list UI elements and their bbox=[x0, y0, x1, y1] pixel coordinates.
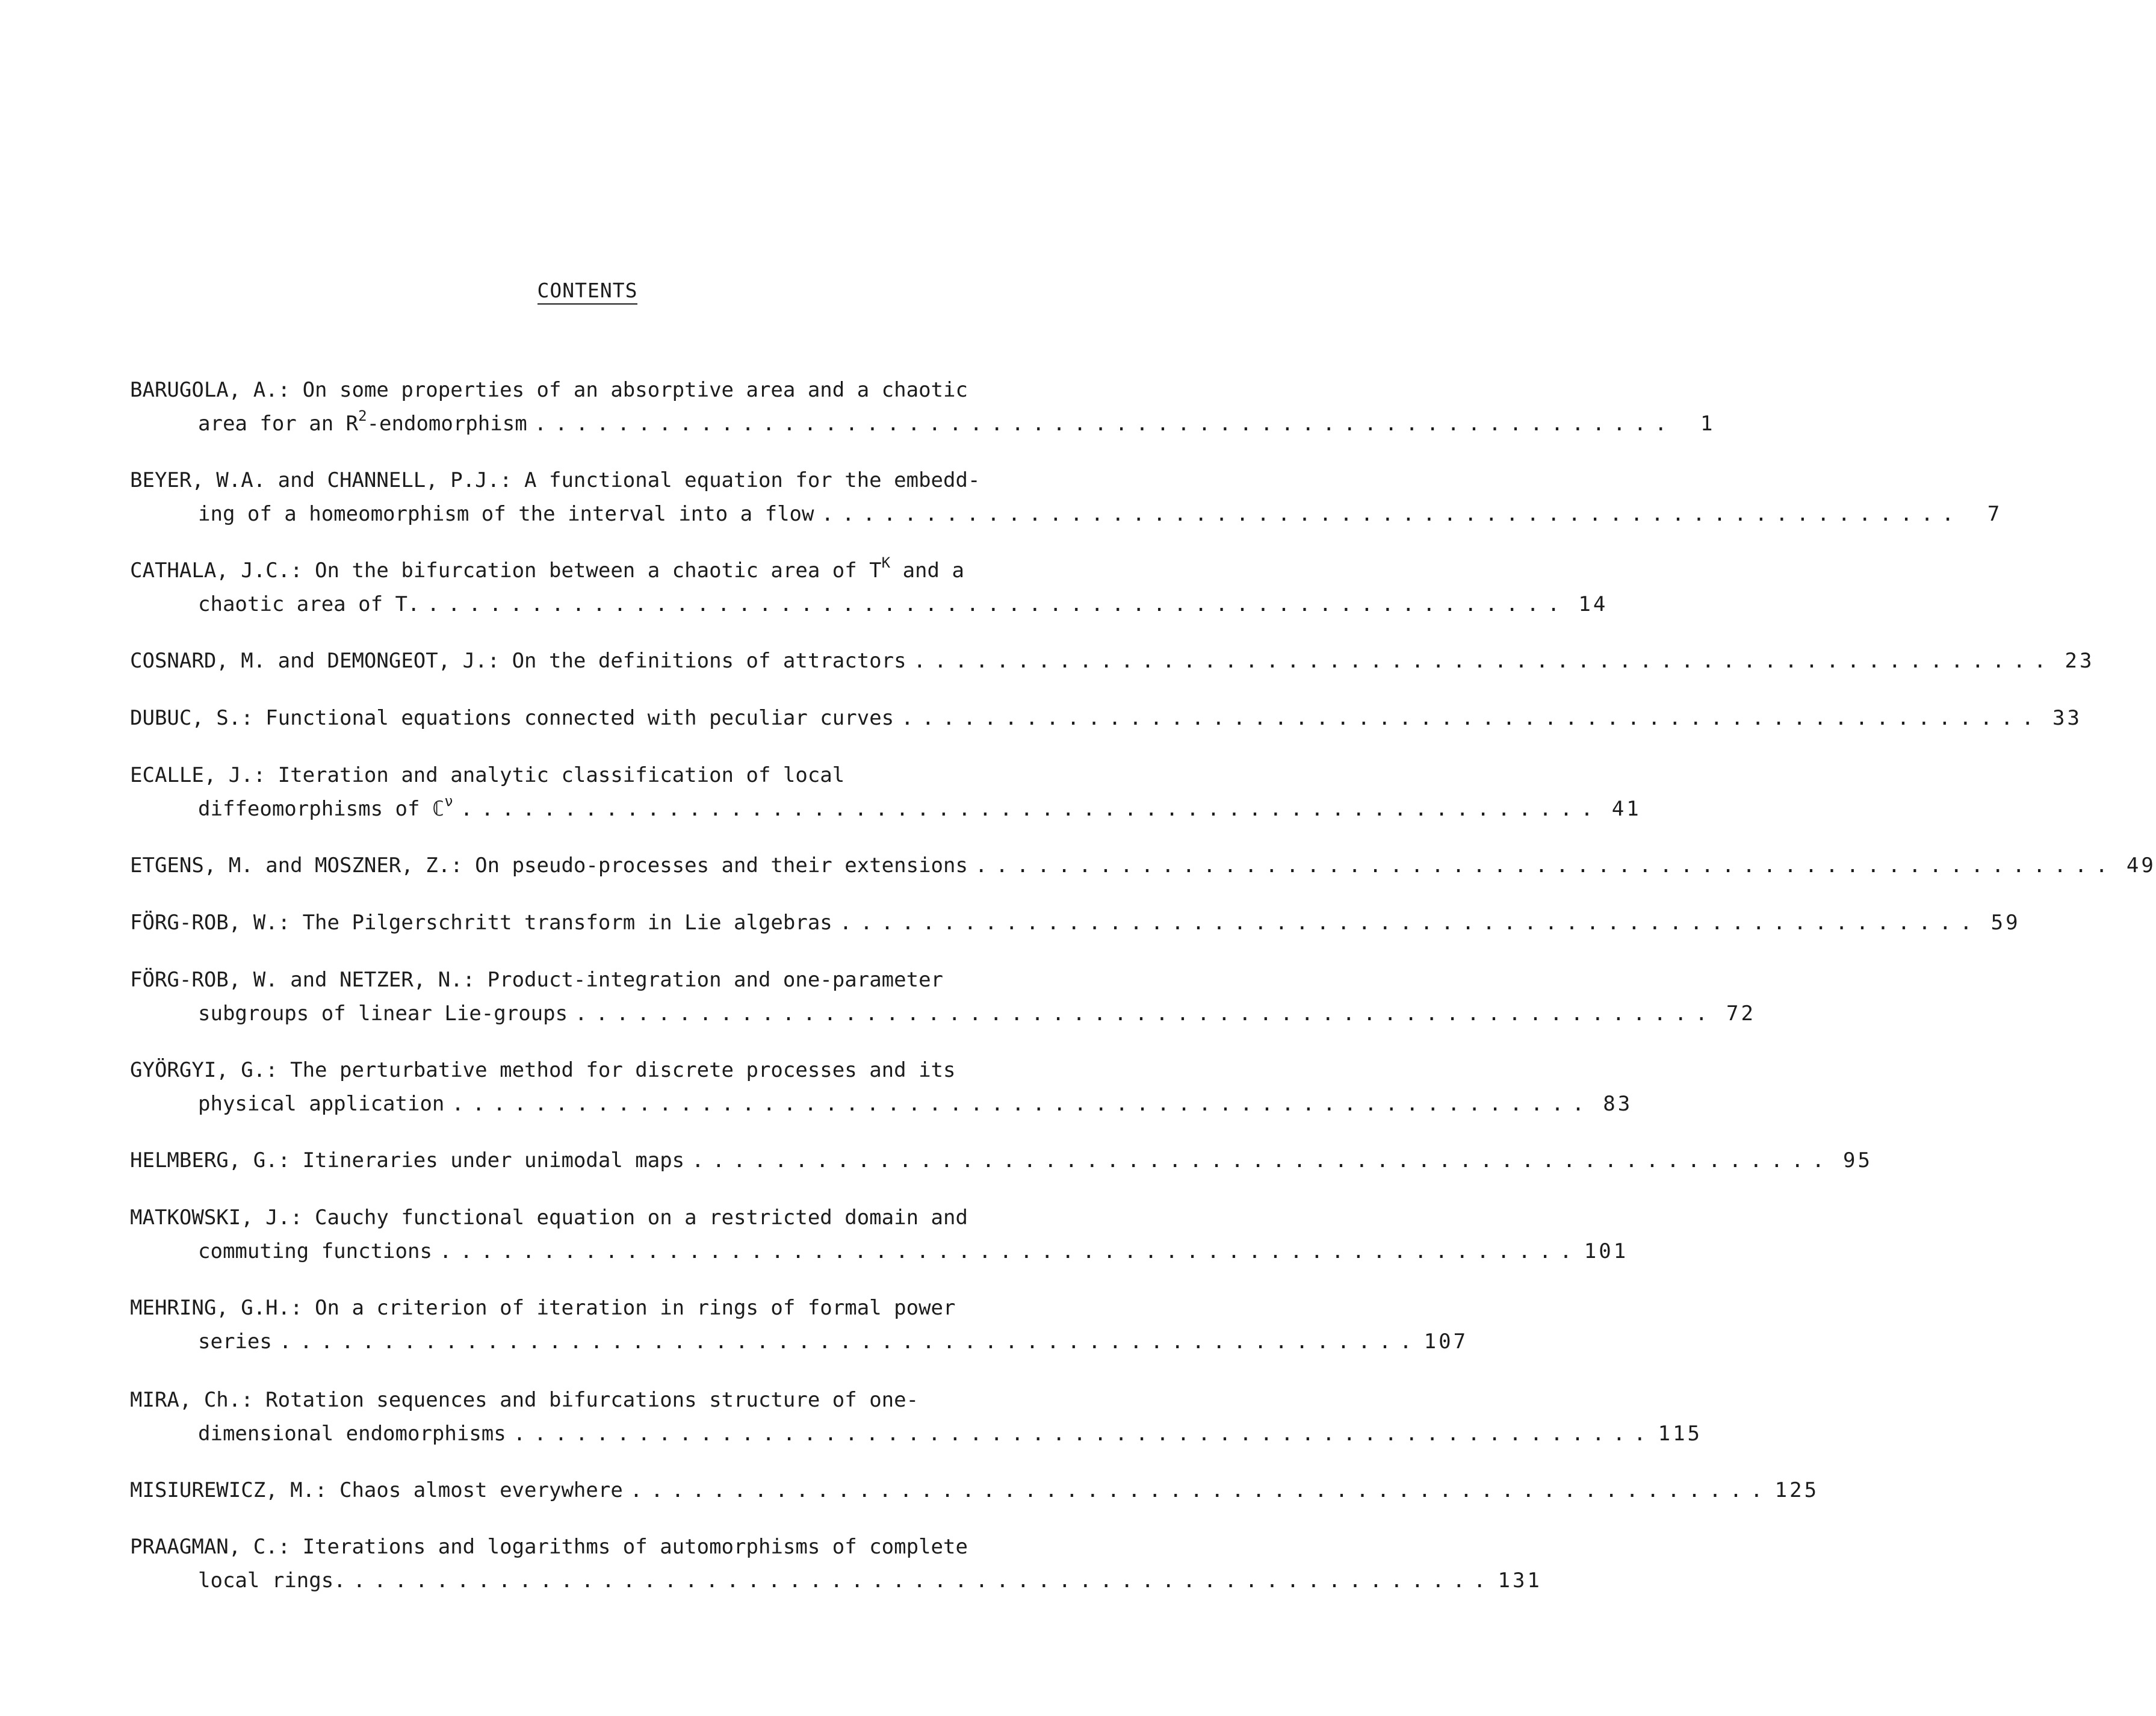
entry-continuation-line bbox=[130, 587, 1608, 621]
dot-leader: ....................................................... bbox=[460, 797, 1602, 821]
entry-text bbox=[130, 906, 832, 940]
page-number: 95 bbox=[1843, 1148, 1873, 1172]
page-number: 7 bbox=[1987, 502, 2003, 526]
page-number: 83 bbox=[1603, 1092, 1633, 1116]
entry-continuation-line bbox=[130, 407, 1715, 441]
entry-continuation-line bbox=[130, 1325, 1469, 1358]
entry-authors: CATHALA, J.C.: bbox=[130, 559, 303, 583]
entry-title-part: The perturbative method for discrete processes and its bbox=[277, 1058, 956, 1082]
dot-leader: ....................................................... bbox=[439, 1239, 1581, 1263]
entry-heading-line bbox=[130, 1291, 1045, 1325]
entry-heading-line bbox=[130, 463, 1045, 497]
page-number: 131 bbox=[1498, 1569, 1542, 1593]
toc-entry[interactable] bbox=[130, 373, 1715, 441]
entry-heading-line bbox=[130, 963, 1045, 997]
entry-heading-line bbox=[130, 1530, 1045, 1564]
toc-entry[interactable] bbox=[130, 758, 1641, 826]
page-number: 41 bbox=[1611, 797, 1641, 821]
entry-text bbox=[130, 1473, 623, 1507]
entry-title-continuation: subgroups of linear Lie-groups bbox=[198, 1002, 568, 1026]
page-title bbox=[0, 274, 1175, 308]
entry-title-part: Iteration and analytic classification of local bbox=[265, 763, 845, 787]
entry-authors: MISIUREWICZ, M.: bbox=[130, 1478, 327, 1502]
entry-single-line bbox=[130, 1473, 1820, 1507]
page-number: 125 bbox=[1774, 1478, 1820, 1502]
entry-continuation-line bbox=[130, 997, 1756, 1030]
entry-authors: GYÖRGYI, G.: bbox=[130, 1058, 278, 1082]
dot-leader: ....................................................... bbox=[821, 502, 1963, 526]
dot-leader: ....................................................... bbox=[974, 853, 2116, 878]
entry-continuation-line bbox=[130, 1234, 1629, 1268]
toc-entry[interactable] bbox=[130, 849, 2156, 882]
entry-authors: BEYER, W.A. and CHANNELL, P.J.: bbox=[130, 468, 512, 492]
entry-single-line bbox=[130, 906, 2021, 940]
toc-entry[interactable] bbox=[130, 701, 2082, 735]
entry-authors: FÖRG-ROB, W. and NETZER, N.: bbox=[130, 968, 475, 992]
dot-leader: ....................................................... bbox=[451, 1092, 1593, 1116]
entry-title-part: Product-integration and one-parameter bbox=[475, 968, 944, 992]
dot-leader: ....................................................... bbox=[901, 706, 2042, 730]
entry-continuation-line bbox=[130, 792, 1641, 826]
entry-title-part: Iterations and logarithms of automorphisms of complete bbox=[290, 1535, 968, 1559]
page-number: 33 bbox=[2052, 706, 2082, 730]
entry-title-continuation: commuting functions bbox=[198, 1239, 432, 1263]
title-text: diffeomorphisms of ℂ bbox=[198, 797, 445, 821]
entry-title-continuation: local rings. bbox=[198, 1569, 346, 1593]
contents-heading: CONTENTS bbox=[537, 279, 638, 305]
toc-entry[interactable] bbox=[130, 906, 2021, 940]
dot-leader: ....................................................... bbox=[575, 1002, 1716, 1026]
toc-entry[interactable] bbox=[130, 963, 1756, 1030]
entry-title-continuation: chaotic area of T. bbox=[198, 592, 420, 616]
dot-leader: ....................................................... bbox=[630, 1478, 1771, 1502]
page-number: 101 bbox=[1584, 1239, 1629, 1263]
entry-title: Itineraries under unimodal maps bbox=[290, 1148, 685, 1172]
entry-text bbox=[130, 644, 906, 678]
toc-entry[interactable] bbox=[130, 1144, 1873, 1177]
page-number: 23 bbox=[2065, 649, 2095, 673]
dot-leader: ....................................................... bbox=[534, 412, 1676, 436]
entry-title-continuation: ing of a homeomorphism of the interval into a flow bbox=[198, 502, 814, 526]
entry-heading-line bbox=[130, 373, 1045, 407]
entry-continuation-line bbox=[130, 497, 2003, 531]
entry-single-line bbox=[130, 644, 2095, 678]
entry-authors: COSNARD, M. and DEMONGEOT, J.: bbox=[130, 649, 500, 673]
toc-entry[interactable] bbox=[130, 1291, 1469, 1358]
entry-title-part: Cauchy functional equation on a restricted domain and bbox=[302, 1206, 968, 1230]
toc-entry[interactable] bbox=[130, 463, 2003, 531]
page-number: 49 bbox=[2126, 853, 2156, 878]
entry-text bbox=[130, 849, 968, 882]
entry-authors: HELMBERG, G.: bbox=[130, 1148, 291, 1172]
toc-entry[interactable] bbox=[130, 1530, 1542, 1597]
entry-title: On the definitions of attractors bbox=[500, 649, 906, 673]
entry-title: Functional equations connected with peculiar curves bbox=[253, 706, 894, 730]
entry-heading-line bbox=[130, 1053, 1045, 1087]
superscript: K bbox=[881, 554, 891, 571]
page-number: 72 bbox=[1726, 1002, 1756, 1026]
entry-continuation-line bbox=[130, 1564, 1542, 1597]
entry-title-continuation: physical application bbox=[198, 1092, 445, 1116]
toc-entry[interactable] bbox=[130, 1053, 1633, 1121]
entry-continuation-line bbox=[130, 1417, 1703, 1451]
toc-entry[interactable] bbox=[130, 1473, 1820, 1507]
entry-authors: PRAAGMAN, C.: bbox=[130, 1535, 291, 1559]
toc-entry[interactable] bbox=[130, 554, 1608, 621]
entry-authors: FÖRG-ROB, W.: bbox=[130, 911, 291, 935]
entry-heading-line bbox=[130, 554, 1045, 587]
entry-title-part: and a bbox=[890, 559, 964, 583]
entry-heading-line bbox=[130, 1383, 1045, 1417]
entry-text bbox=[130, 1144, 684, 1177]
toc-entry[interactable] bbox=[130, 1383, 1703, 1451]
entry-title: The Pilgerschritt transform in Lie algebras bbox=[290, 911, 832, 935]
toc-entry[interactable] bbox=[130, 644, 2095, 678]
superscript: 2 bbox=[358, 407, 367, 424]
entry-title: Chaos almost everywhere bbox=[327, 1478, 623, 1502]
page-number: 115 bbox=[1658, 1422, 1703, 1446]
dot-leader: ....................................................... bbox=[913, 649, 2055, 673]
entry-title-part: On some properties of an absorptive area and a chaotic bbox=[290, 378, 968, 402]
entry-title-part: A functional equation for the embedd- bbox=[512, 468, 980, 492]
dot-leader: ....................................................... bbox=[839, 911, 1981, 935]
entry-title-continuation bbox=[198, 407, 527, 441]
page-number: 1 bbox=[1700, 412, 1715, 436]
entry-title-continuation: dimensional endomorphisms bbox=[198, 1422, 506, 1446]
dot-leader: ....................................................... bbox=[279, 1330, 1420, 1354]
entry-title-part: On the bifurcation between a chaotic area of T bbox=[302, 559, 882, 583]
entry-heading-line bbox=[130, 1201, 1045, 1234]
entry-single-line bbox=[130, 701, 2082, 735]
entry-authors: MIRA, Ch.: bbox=[130, 1388, 253, 1412]
entry-text bbox=[130, 701, 894, 735]
entry-title-continuation bbox=[198, 792, 453, 826]
title-text: area for an R bbox=[198, 412, 359, 436]
entry-authors: ECALLE, J.: bbox=[130, 763, 266, 787]
title-text: -endomorphism bbox=[367, 412, 527, 436]
dot-leader: ....................................................... bbox=[353, 1569, 1495, 1593]
toc-entry[interactable] bbox=[130, 1201, 1629, 1268]
entry-heading-line bbox=[130, 758, 1045, 792]
entry-authors: ETGENS, M. and MOSZNER, Z.: bbox=[130, 853, 463, 878]
page-number: 107 bbox=[1423, 1330, 1469, 1354]
dot-leader: ....................................................... bbox=[692, 1148, 1833, 1172]
entry-single-line bbox=[130, 849, 2156, 882]
entry-single-line bbox=[130, 1144, 1873, 1177]
entry-authors: MATKOWSKI, J.: bbox=[130, 1206, 303, 1230]
dot-leader: ....................................................... bbox=[513, 1422, 1655, 1446]
entry-title-part: On a criterion of iteration in rings of formal power bbox=[302, 1296, 956, 1320]
entry-authors: BARUGOLA, A.: bbox=[130, 378, 291, 402]
entry-title: On pseudo-processes and their extensions bbox=[462, 853, 968, 878]
page-number: 59 bbox=[1990, 911, 2021, 935]
page-number: 14 bbox=[1578, 592, 1608, 616]
dot-leader: ....................................................... bbox=[427, 592, 1569, 616]
superscript: ν bbox=[444, 792, 453, 810]
entry-continuation-line bbox=[130, 1087, 1633, 1121]
entry-authors: MEHRING, G.H.: bbox=[130, 1296, 303, 1320]
entry-title-part: Rotation sequences and bifurcations structure of one- bbox=[253, 1388, 919, 1412]
entry-title-continuation: series bbox=[198, 1330, 272, 1354]
entry-authors: DUBUC, S.: bbox=[130, 706, 253, 730]
